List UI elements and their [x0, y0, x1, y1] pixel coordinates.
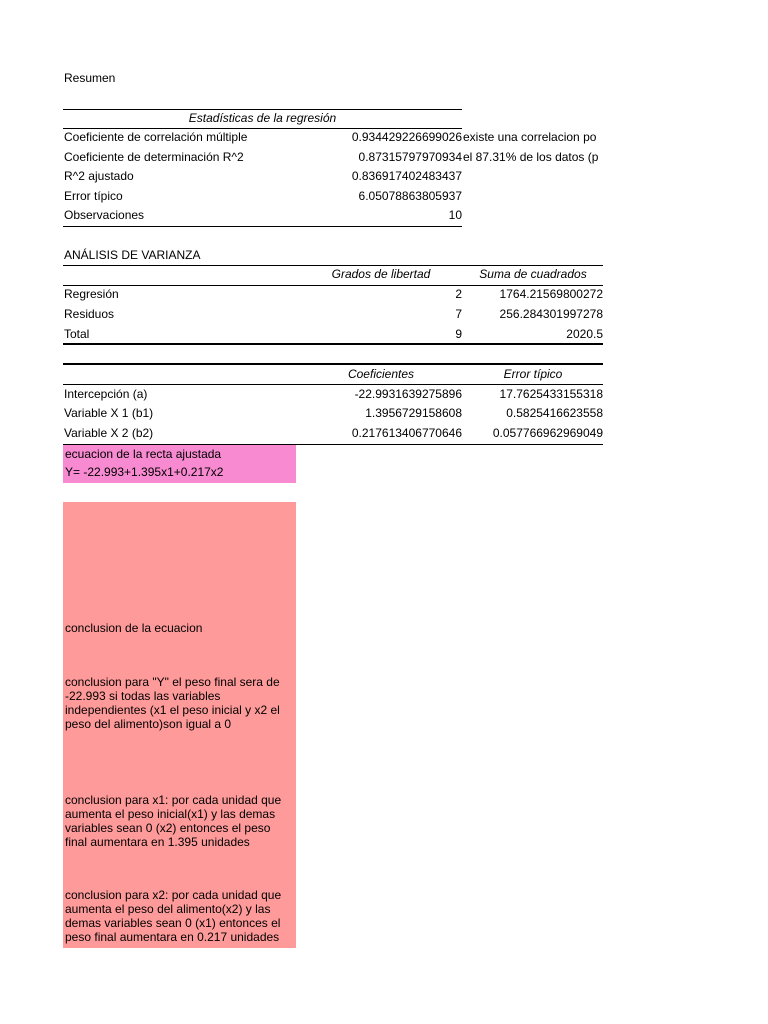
conclusion-y: conclusion para "Y" el peso final sera de -22.993 si todas las variables independientes (x1 el peso inicial y x2 el peso del alimento)son igual a 0 — [65, 675, 280, 731]
stat-note: el 87.31% de los datos (p — [463, 150, 599, 164]
conclusion-heading: conclusion de la ecuacion — [65, 621, 203, 635]
stat-label: Coeficiente de determinación R^2 — [64, 150, 244, 164]
stat-note: existe una correlacion po — [463, 130, 597, 144]
anova-row-label: Total — [64, 327, 90, 341]
anova-col-df: Grados de libertad — [331, 267, 431, 281]
stat-label: R^2 ajustado — [64, 169, 134, 183]
stat-value: 0.87315797970934 — [358, 150, 462, 164]
coef-row-label: Variable X 1 (b1) — [64, 406, 154, 420]
anova-row-df: 7 — [455, 307, 462, 321]
summary-title: Resumen — [64, 71, 116, 85]
coef-row-err: 0.057766962969049 — [492, 426, 603, 440]
coef-row-err: 17.7625433155318 — [499, 387, 603, 401]
stat-label: Observaciones — [64, 208, 145, 222]
anova-row-label: Regresión — [64, 287, 119, 301]
anova-bottom-rule — [63, 343, 603, 345]
stat-label: Error típico — [64, 189, 123, 203]
equation-heading: ecuacion de la recta ajustada — [65, 447, 222, 461]
coef-col-err: Error típico — [503, 367, 563, 381]
table-bottom-rule — [63, 226, 462, 227]
stat-value: 6.05078863805937 — [358, 189, 462, 203]
equation-formula: Y= -22.993+1.395x1+0.217x2 — [65, 465, 224, 479]
stat-value: 10 — [448, 208, 462, 222]
anova-title: ANÁLISIS DE VARIANZA — [64, 248, 201, 262]
coef-col-coef: Coeficientes — [347, 367, 415, 381]
anova-row-df: 2 — [455, 287, 462, 301]
stat-value: 0.934429226699026 — [351, 130, 462, 144]
stat-value: 0.836917402483437 — [351, 169, 462, 183]
anova-row-ss: 2020.5 — [566, 327, 603, 341]
conclusion-x1: conclusion para x1: por cada unidad que aumenta el peso inicial(x1) y las demas variables sean 0 (x2) entonces el peso final aumentara en 1.395 unidades — [65, 793, 282, 849]
equation-box — [63, 445, 296, 483]
anova-row-label: Residuos — [64, 307, 115, 321]
coef-row-label: Variable X 2 (b2) — [64, 426, 154, 440]
conclusions-box — [63, 502, 296, 948]
regression-stats-header: Estadísticas de la regresión — [188, 111, 337, 125]
anova-row-ss: 256.284301997278 — [499, 307, 603, 321]
anova-row-ss: 1764.21569800272 — [499, 287, 603, 301]
anova-row-df: 9 — [455, 327, 462, 341]
coef-row-label: Intercepción (a) — [64, 387, 148, 401]
anova-col-ss: Suma de cuadrados — [479, 267, 587, 281]
coef-row-coef: 1.3956729158608 — [365, 406, 462, 420]
stat-label: Coeficiente de correlación múltiple — [64, 130, 248, 144]
conclusion-x2: conclusion para x2: por cada unidad que aumenta el peso del alimento(x2) y las demas variables sean 0 (x1) entonces el peso final aumentara en 0.217 unidades — [65, 888, 282, 944]
coef-row-err: 0.5825416623558 — [506, 406, 603, 420]
coef-row-coef: -22.9931639275896 — [354, 387, 462, 401]
coef-row-coef: 0.217613406770646 — [351, 426, 462, 440]
